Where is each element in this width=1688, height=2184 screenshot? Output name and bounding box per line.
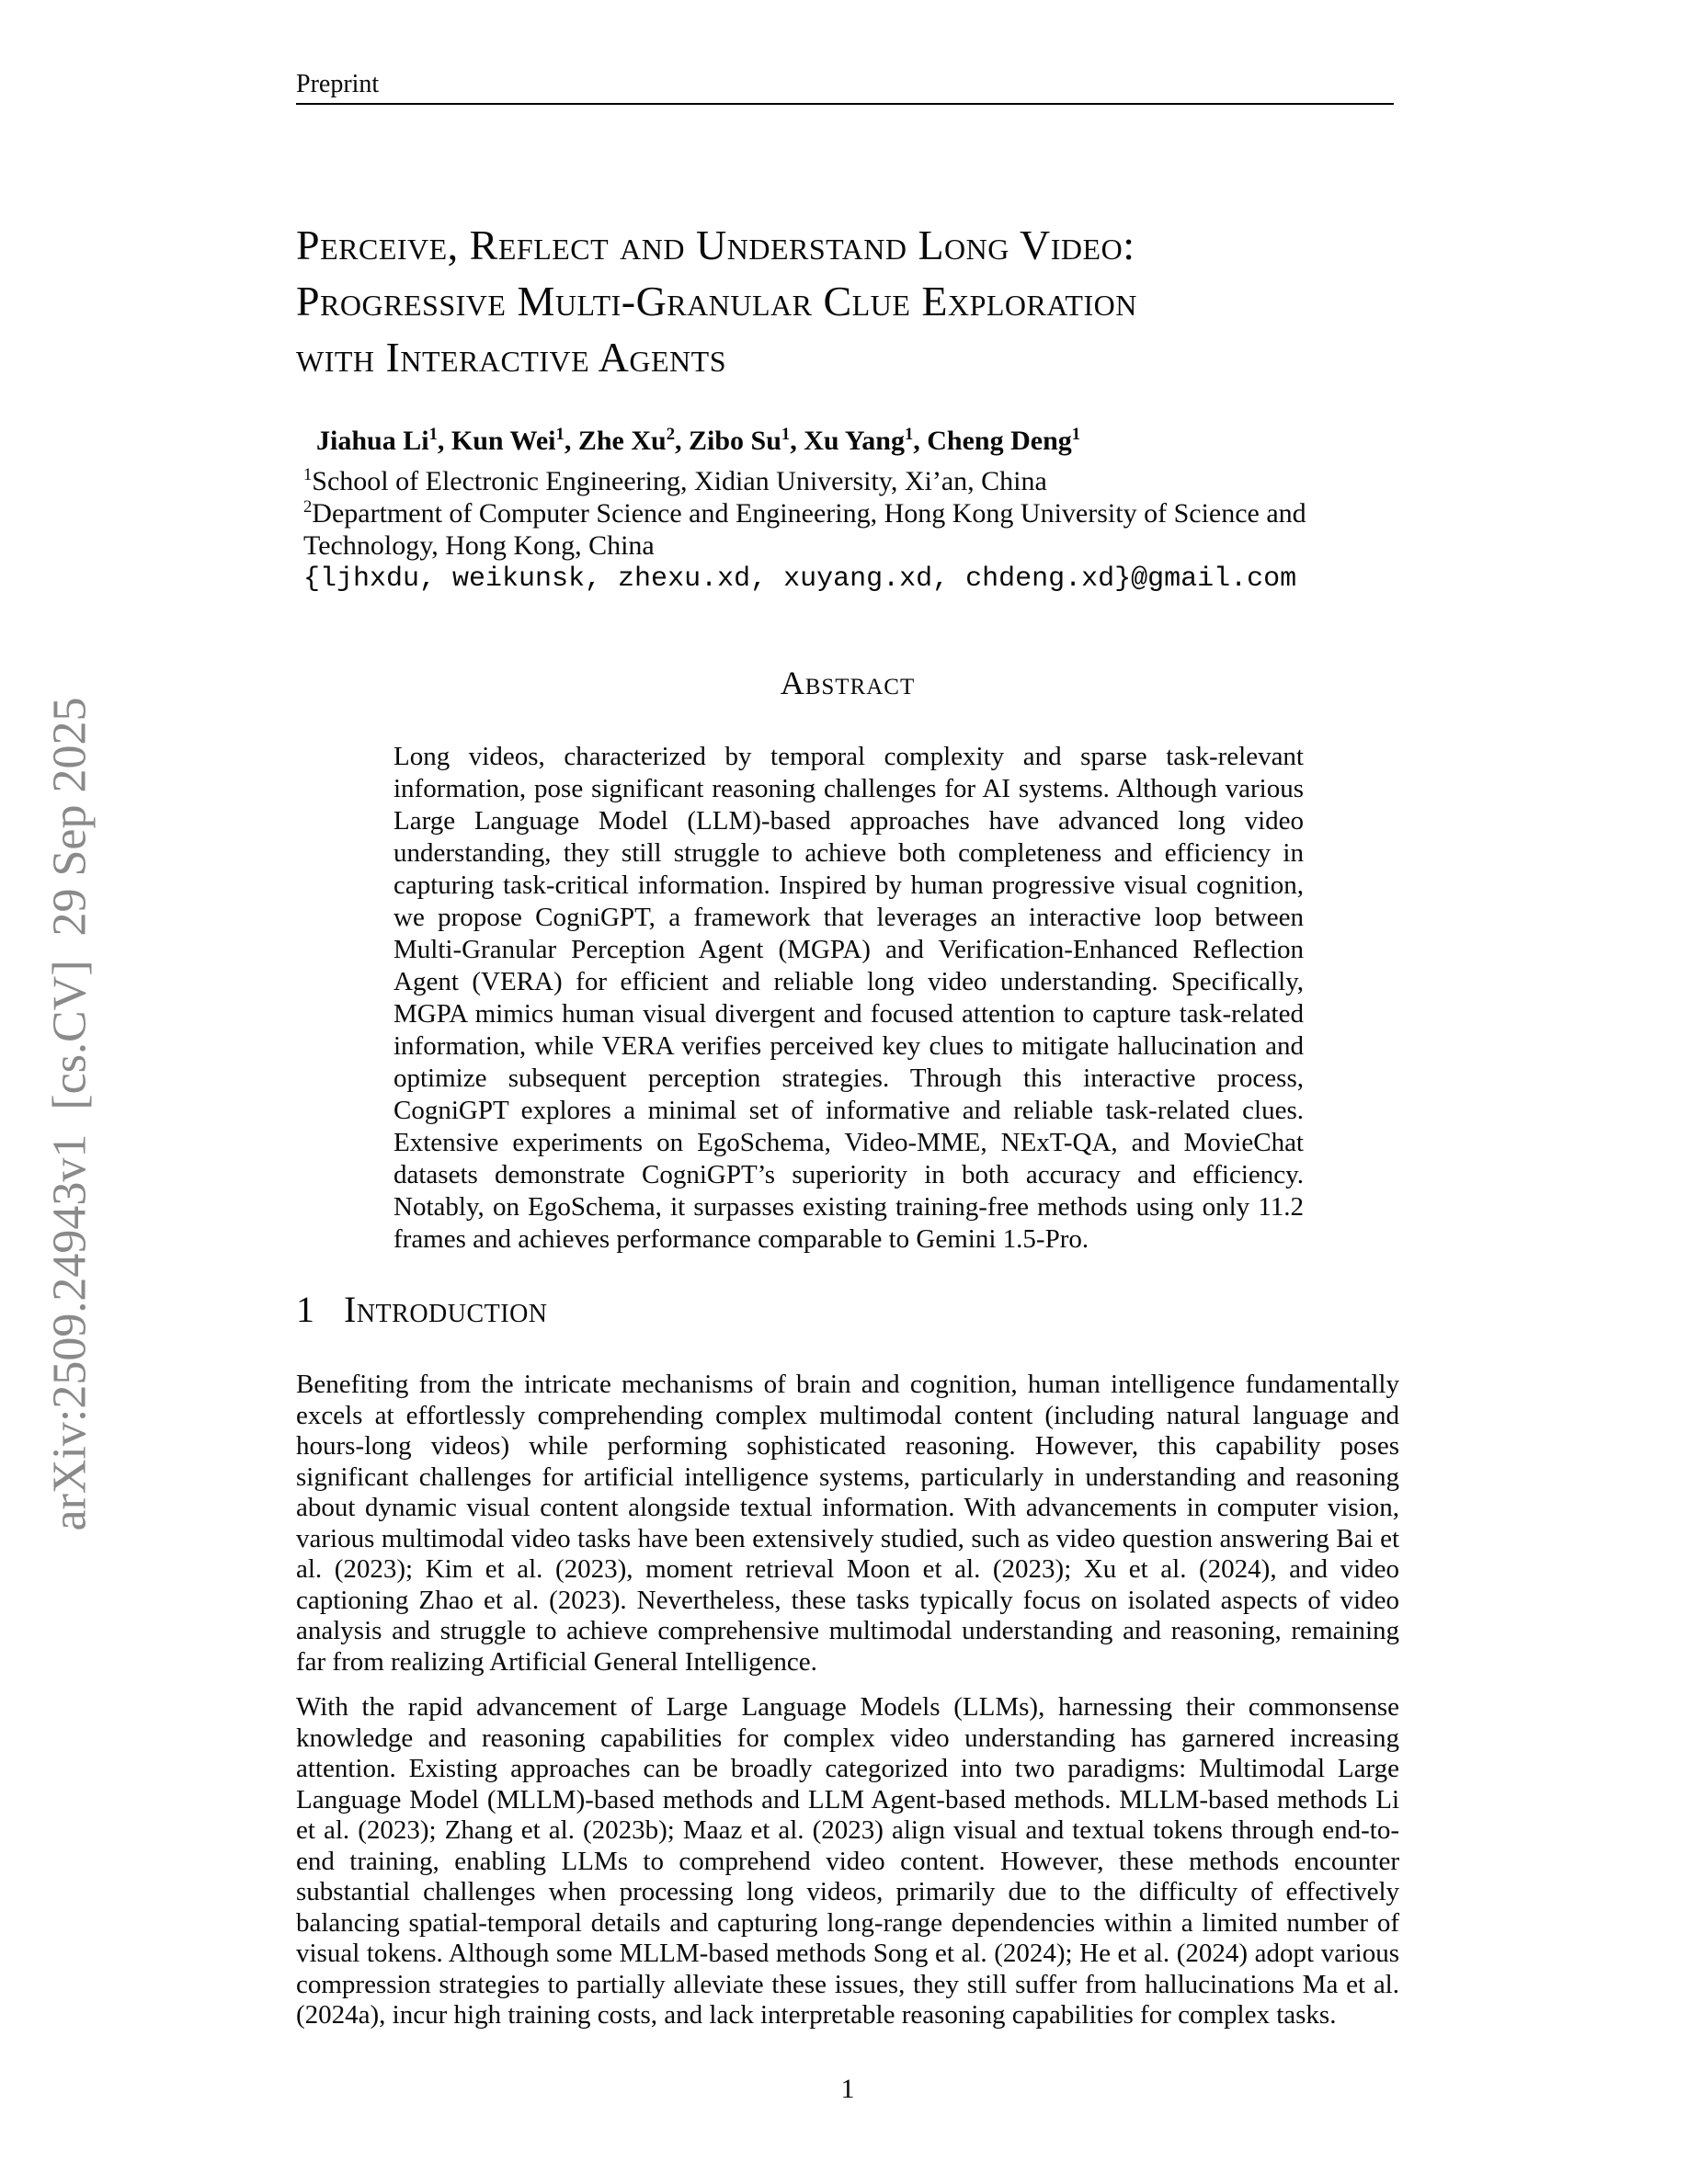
intro-paragraph-1: Benefiting from the intricate mechanisms of brain and cognition, human intelligence fundamentally excels at effortlessly comprehending complex multimodal content (including natural language and hours-long videos) while performing sophisticated reasoning. However, this capability poses significant challenges for artificial intelligence systems, particularly in understanding and reasoning about dynamic visual content alongside textual information. With advancements in computer vision, various multimodal video tasks have been extensively studied, such as video question answering Bai et al. (2023); Kim et al. (2023), moment retrieval Moon et al. (2023); Xu et al. (2024), and video captioning Zhao et al. (2023). Nevertheless, these tasks typically focus on isolated aspects of video analysis and struggle to achieve comprehensive multimodal understanding and reasoning, remaining far from realizing Artificial General Intelligence.: [296, 1370, 1399, 1677]
affiliations-block: [303, 465, 1379, 596]
author-name: , Cheng Deng: [913, 426, 1072, 456]
intro-paragraph-2: With the rapid advancement of Large Language Models (LLMs), harnessing their commonsense knowledge and reasoning capabilities for complex video understanding has garnered increasing attention. Existing approaches can be broadly categorized into two paradigms: Multimodal Large Language Model (MLLM)-based methods and LLM Agent-based methods. MLLM-based methods Li et al. (2023); Zhang et al. (2023b); Maaz et al. (2023) align visual and textual tokens through end-to-end training, enabling LLMs to comprehend video content. However, these methods encounter substantial challenges when processing long videos, primarily due to the difficulty of effectively balancing spatial-temporal details and capturing long-range dependencies within a limited number of visual tokens. Although some MLLM-based methods Song et al. (2024); He et al. (2024) adopt various compression strategies to partially alleviate these issues, they still suffer from hallucinations Ma et al. (2024a), incur high training costs, and lack interpretable reasoning capabilities for complex tasks.: [296, 1692, 1399, 2030]
affiliation-mark: 1: [303, 465, 313, 484]
affiliation-line: [303, 497, 1379, 562]
author-name: Jiahua Li: [316, 426, 429, 456]
affiliation-text: Department of Computer Science and Engineering, Hong Kong University of Science and Technology, Hong Kong, China: [303, 498, 1306, 561]
author-name: , Xu Yang: [790, 426, 905, 456]
affiliation-text: School of Electronic Engineering, Xidian University, Xi’an, China: [312, 466, 1047, 496]
author-affiliation-mark: 1: [1071, 425, 1081, 444]
author-affiliation-mark: 1: [904, 425, 914, 444]
abstract-heading: Abstract: [780, 665, 916, 701]
author-affiliation-mark: 2: [666, 425, 675, 444]
section-number: 1: [296, 1289, 314, 1330]
section-title: Introduction: [344, 1289, 548, 1330]
title-line-2: Progressive Multi-Granular Clue Exploration: [296, 278, 1137, 324]
title-line-3: with Interactive Agents: [296, 334, 726, 381]
preprint-label: Preprint: [296, 70, 380, 98]
author-name: , Kun Wei: [437, 426, 556, 456]
email-line: {ljhxdu, weikunsk, zhexu.xd, xuyang.xd, chdeng.xd}@gmail.com: [303, 563, 1297, 595]
author-name: , Zhe Xu: [564, 426, 667, 456]
header-rule: [296, 103, 1394, 105]
arxiv-watermark: arXiv:2509.24943v1 [cs.CV] 29 Sep 2025: [43, 697, 97, 1531]
affiliation-line: [303, 465, 1379, 497]
author-affiliation-mark: 1: [781, 425, 791, 444]
page-number: 1: [840, 2074, 855, 2104]
section-heading-introduction: [296, 1289, 1399, 1331]
author-affiliation-mark: 1: [555, 425, 565, 444]
abstract-text: Long videos, characterized by temporal complexity and sparse task-relevant information, pose significant reasoning challenges for AI systems. Although various Large Language Model (LLM)-based approaches have advanced long video understanding, they still struggle to achieve both completeness and efficiency in capturing task-critical information. Inspired by human progressive visual cognition, we propose CogniGPT, a framework that leverages an interactive loop between Multi-Granular Perception Agent (MGPA) and Verification-Enhanced Reflection Agent (VERA) for efficient and reliable long video understanding. Specifically, MGPA mimics human visual divergent and focused attention to capture task-related information, while VERA verifies perceived key clues to mitigate hallucination and optimize subsequent perception strategies. Through this interactive process, CogniGPT explores a minimal set of informative and reliable task-related clues. Extensive experiments on EgoSchema, Video-MME, NExT-QA, and MovieChat datasets demonstrate CogniGPT’s superiority in both accuracy and efficiency. Notably, on EgoSchema, it surpasses existing training-free methods using only 11.2 frames and achieves performance comparable to Gemini 1.5-Pro.: [393, 742, 1304, 1254]
author-affiliation-mark: 1: [428, 425, 438, 444]
title-line-1: Perceive, Reflect and Understand Long Video:: [296, 222, 1135, 268]
author-name: , Zibo Su: [674, 426, 781, 456]
paper-title: [296, 217, 1409, 385]
affiliation-mark: 2: [303, 497, 313, 517]
authors-line: [316, 425, 1401, 458]
